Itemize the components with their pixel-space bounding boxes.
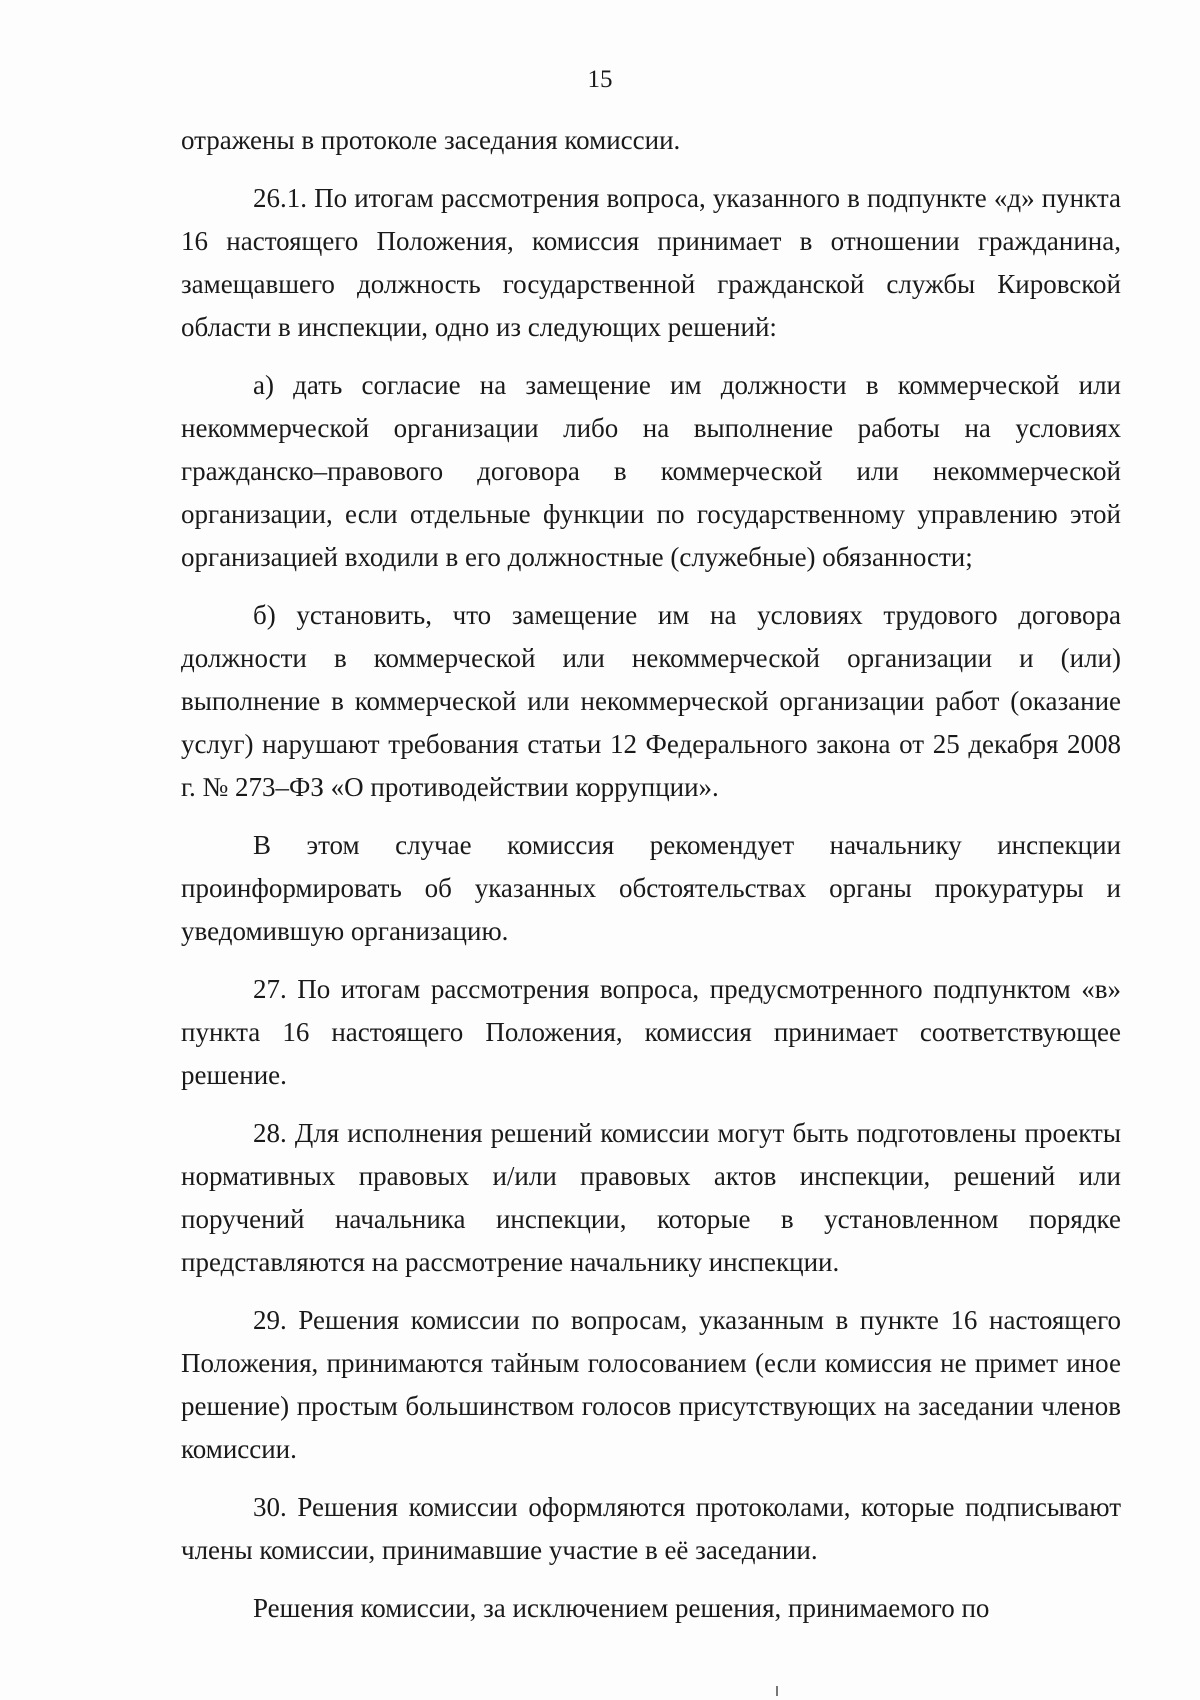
paragraph-28: 28. Для исполнения решений комиссии могут быть подготовлены проекты нормативных правовых и/или правовых актов инспекции, решений или поручений начальника инспекции, которые в установленном порядке представляются на рассмотрение начальнику инспекции. bbox=[181, 1118, 1121, 1277]
page-number: 15 bbox=[587, 66, 613, 93]
scan-mark bbox=[776, 1686, 778, 1696]
document-body bbox=[181, 119, 1121, 1645]
paragraph-item-b: б) установить, что замещение им на условиях трудового договора должности в коммерческой или некоммерческой организации и (или) выполнение в коммерческой или некоммерческой организации работ (оказание услуг) нарушают требования статьи 12 Федерального закона от 25 декабря 2008 г. № 273–ФЗ «О противодействии коррупции». bbox=[181, 600, 1121, 802]
paragraph-29: 29. Решения комиссии по вопросам, указанным в пункте 16 настоящего Положения, принимаются тайным голосованием (если комиссия не примет иное решение) простым большинством голосов присутствующих на заседании членов комиссии. bbox=[181, 1305, 1121, 1464]
paragraph-26-1: 26.1. По итогам рассмотрения вопроса, указанного в подпункте «д» пункта 16 настоящего Положения, комиссия принимает в отношении гражданина, замещавшего должность государственной гражданской службы Кировской области в инспекции, одно из следующих решений: bbox=[181, 183, 1121, 342]
paragraph-recommendation: В этом случае комиссия рекомендует начальнику инспекции проинформировать об указанных обстоятельствах органы прокуратуры и уведомившую организацию. bbox=[181, 830, 1121, 946]
paragraph-item-a: а) дать согласие на замещение им должности в коммерческой или некоммерческой организации либо на выполнение работы на условиях гражданско–правового договора в коммерческой или некоммерческой организации, если отдельные функции по государственному управлению этой организацией входили в его должностные (служебные) обязанности; bbox=[181, 370, 1121, 572]
paragraph-30: 30. Решения комиссии оформляются протоколами, которые подписывают члены комиссии, принимавшие участие в её заседании. bbox=[181, 1492, 1121, 1565]
paragraph-continuation: отражены в протоколе заседания комиссии. bbox=[181, 125, 681, 155]
paragraph-27: 27. По итогам рассмотрения вопроса, предусмотренного подпунктом «в» пункта 16 настоящего Положения, комиссия принимает соответствующее решение. bbox=[181, 974, 1121, 1090]
paragraph-decisions: Решения комиссии, за исключением решения, принимаемого по bbox=[253, 1593, 990, 1623]
